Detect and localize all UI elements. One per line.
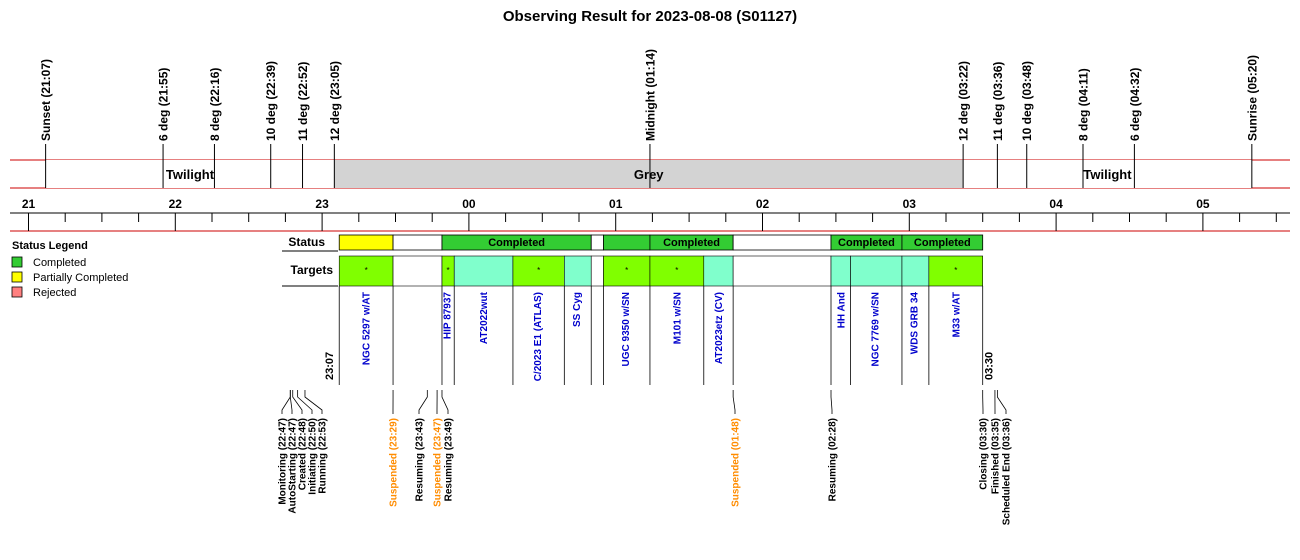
hour-label: 02 — [755, 197, 770, 211]
state-leader — [305, 390, 322, 414]
target-name: HIP 87937 — [442, 292, 454, 340]
target-name: SS Cyg — [572, 292, 584, 328]
legend-label-partial: Partially Completed — [33, 272, 129, 284]
state-leader — [733, 390, 735, 414]
status-block-partial — [339, 235, 393, 250]
target-block — [591, 256, 603, 286]
state-event-suspended: Suspended (01:48) — [730, 418, 742, 507]
event-label: 11 deg (22:52) — [296, 61, 311, 141]
target-name: M101 w/SN — [672, 292, 684, 345]
hour-label: 04 — [1049, 197, 1063, 211]
target-name: M33 w/AT — [951, 292, 963, 338]
target-block — [733, 256, 831, 286]
event-label: 10 deg (03:48) — [1020, 60, 1035, 141]
target-block — [704, 256, 733, 286]
band-label: Grey — [633, 167, 664, 182]
status-block-empty — [733, 235, 831, 250]
legend-swatch-partial — [12, 272, 22, 282]
state-event-label: Resuming (23:43) — [414, 418, 426, 502]
status-block-completed — [603, 235, 649, 250]
state-event-label: Initiating (22:50) — [307, 418, 319, 495]
target-block — [831, 256, 851, 286]
target-names — [324, 291, 995, 381]
target-name: NGC 7769 w/SN — [870, 292, 882, 367]
status-block-empty — [591, 235, 603, 250]
status-row-label: Status — [288, 235, 325, 249]
target-block — [851, 256, 902, 286]
state-event-label: Running (22:53) — [317, 418, 329, 494]
state-leader — [831, 390, 832, 414]
event-label: 12 deg (23:05) — [327, 60, 342, 141]
target-star-marker: * — [954, 266, 958, 275]
target-star-marker: * — [675, 266, 679, 275]
target-name: AT2022wut — [479, 292, 491, 345]
state-event-suspended: Suspended (23:47) — [432, 418, 444, 507]
state-leader — [282, 390, 290, 414]
band-label: Twilight — [1083, 167, 1132, 182]
state-event-label: Scheduled End (03:36) — [1001, 418, 1013, 526]
targets-row — [339, 256, 982, 385]
event-label: Sunset (21:07) — [39, 58, 54, 141]
target-name: UGC 9350 w/SN — [620, 292, 632, 367]
band-label: Twilight — [165, 167, 215, 182]
target-name: AT2023etz (CV) — [713, 292, 725, 365]
event-label: 6 deg (04:32) — [1127, 67, 1142, 141]
state-leader — [419, 390, 427, 414]
time-marker-label: 23:07 — [324, 351, 337, 380]
event-label: 12 deg (03:22) — [956, 60, 971, 141]
state-event-label: Resuming (23:49) — [443, 418, 455, 502]
twilight-bands — [46, 160, 1252, 188]
state-event-label: Created (22:48) — [297, 418, 309, 491]
target-block — [393, 256, 442, 286]
target-block — [454, 256, 513, 286]
target-name: WDS GRB 34 — [909, 292, 921, 355]
hour-label: 05 — [1196, 197, 1210, 211]
event-label: Sunrise (05:20) — [1245, 54, 1260, 141]
hour-label: 01 — [609, 197, 623, 211]
hour-label: 00 — [462, 197, 476, 211]
state-leader — [290, 390, 292, 414]
state-event-label: Monitoring (22:47) — [277, 418, 289, 505]
target-name: C/2023 E1 (ATLAS) — [532, 292, 544, 382]
hour-axis — [22, 197, 1276, 231]
time-marker-label: 03:30 — [983, 351, 996, 380]
status-row — [339, 235, 982, 250]
target-name: NGC 5297 w/AT — [361, 292, 373, 366]
state-event-label: AutoStarting (22:47) — [287, 418, 299, 514]
state-leader — [997, 390, 1006, 414]
target-block — [902, 256, 929, 286]
target-star-marker: * — [446, 266, 450, 275]
target-star-marker: * — [625, 266, 629, 275]
legend-label-completed: Completed — [33, 257, 87, 269]
event-label: 10 deg (22:39) — [264, 60, 279, 141]
target-star-marker: * — [364, 266, 368, 275]
event-label: 8 deg (22:16) — [207, 67, 222, 141]
state-event-suspended: Suspended (23:29) — [388, 418, 400, 507]
legend-swatch-completed — [12, 257, 22, 267]
event-label: 6 deg (21:55) — [156, 67, 171, 141]
status-block-empty — [393, 235, 442, 250]
hour-label: 03 — [902, 197, 916, 211]
status-block-label: Completed — [913, 237, 971, 249]
status-block-label: Completed — [663, 237, 720, 249]
event-label: 11 deg (03:36) — [990, 61, 1005, 141]
event-label: 8 deg (04:11) — [1076, 68, 1091, 141]
legend-title: Status Legend — [12, 240, 88, 252]
target-name: HH And — [836, 292, 848, 329]
state-leader — [442, 390, 448, 414]
state-events — [278, 390, 1013, 525]
status-block-label: Completed — [838, 237, 895, 249]
legend-swatch-rejected — [12, 287, 22, 297]
state-event-label: Finished (03:35) — [990, 418, 1002, 495]
hour-label: 22 — [168, 197, 182, 211]
hour-label: 23 — [315, 197, 329, 211]
chart-title: Observing Result for 2023-08-08 (S01127) — [502, 8, 798, 25]
status-legend — [12, 240, 128, 299]
target-star-marker: * — [537, 266, 541, 275]
state-event-label: Closing (03:30) — [978, 418, 990, 490]
status-block-label: Completed — [488, 237, 546, 249]
legend-label-rejected: Rejected — [33, 287, 77, 299]
hour-label: 21 — [21, 197, 36, 211]
targets-row-label: Targets — [290, 263, 333, 277]
target-block — [564, 256, 591, 286]
event-label: Midnight (01:14) — [643, 49, 658, 141]
state-event-label: Resuming (02:28) — [827, 418, 839, 502]
